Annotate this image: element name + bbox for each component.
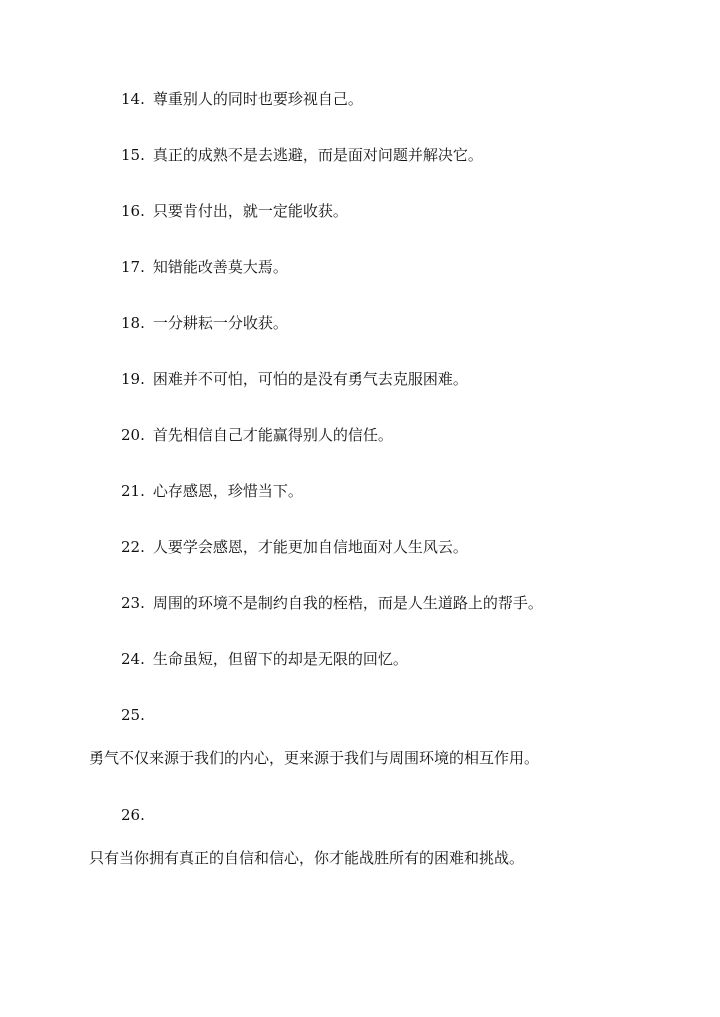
- list-item: [121, 649, 408, 669]
- item-text: 首先相信自己才能赢得别人的信任。: [152, 426, 393, 444]
- item-number: 17.: [121, 258, 145, 276]
- list-item: [121, 425, 393, 445]
- item-number: 18.: [121, 314, 145, 332]
- item-number: 26.: [121, 806, 145, 824]
- item-number: 24.: [121, 650, 145, 668]
- item-number: 15.: [121, 146, 145, 164]
- item-number: 20.: [121, 426, 145, 444]
- item-number: 14.: [121, 90, 145, 108]
- item-number: 16.: [121, 202, 145, 220]
- item-number: 23.: [121, 594, 145, 612]
- item-text: 周围的环境不是制约自我的桎梏，而是人生道路上的帮手。: [152, 594, 543, 612]
- item-text: 心存感恩，珍惜当下。: [152, 482, 303, 500]
- list-item: [121, 145, 483, 165]
- list-item: [121, 537, 468, 557]
- item-text: 人要学会感恩，才能更加自信地面对人生风云。: [152, 538, 468, 556]
- item-text: 生命虽短，但留下的却是无限的回忆。: [152, 650, 408, 668]
- item-text: 只有当你拥有真正的自信和信心，你才能战胜所有的困难和挑战。: [89, 849, 525, 867]
- list-item: [121, 257, 288, 277]
- list-item: [121, 313, 288, 333]
- item-text: 只要肯付出，就一定能收获。: [152, 202, 348, 220]
- list-item: [121, 369, 468, 389]
- item-number: 21.: [121, 482, 145, 500]
- item-text: 一分耕耘一分收获。: [152, 314, 288, 332]
- list-item: [121, 89, 363, 109]
- item-number: 22.: [121, 538, 145, 556]
- item-text: 困难并不可怕，可怕的是没有勇气去克服困难。: [152, 370, 468, 388]
- item-text: 真正的成熟不是去逃避，而是面对问题并解决它。: [152, 146, 483, 164]
- list-item: [121, 201, 348, 221]
- item-text: 尊重别人的同时也要珍视自己。: [152, 90, 363, 108]
- item-text: 勇气不仅来源于我们的内心，更来源于我们与周围环境的相互作用。: [89, 749, 540, 767]
- item-text: 知错能改善莫大焉。: [152, 258, 288, 276]
- item-number: 25.: [121, 706, 145, 724]
- list-item: [121, 593, 543, 613]
- list-item: [121, 481, 303, 501]
- item-number: 19.: [121, 370, 145, 388]
